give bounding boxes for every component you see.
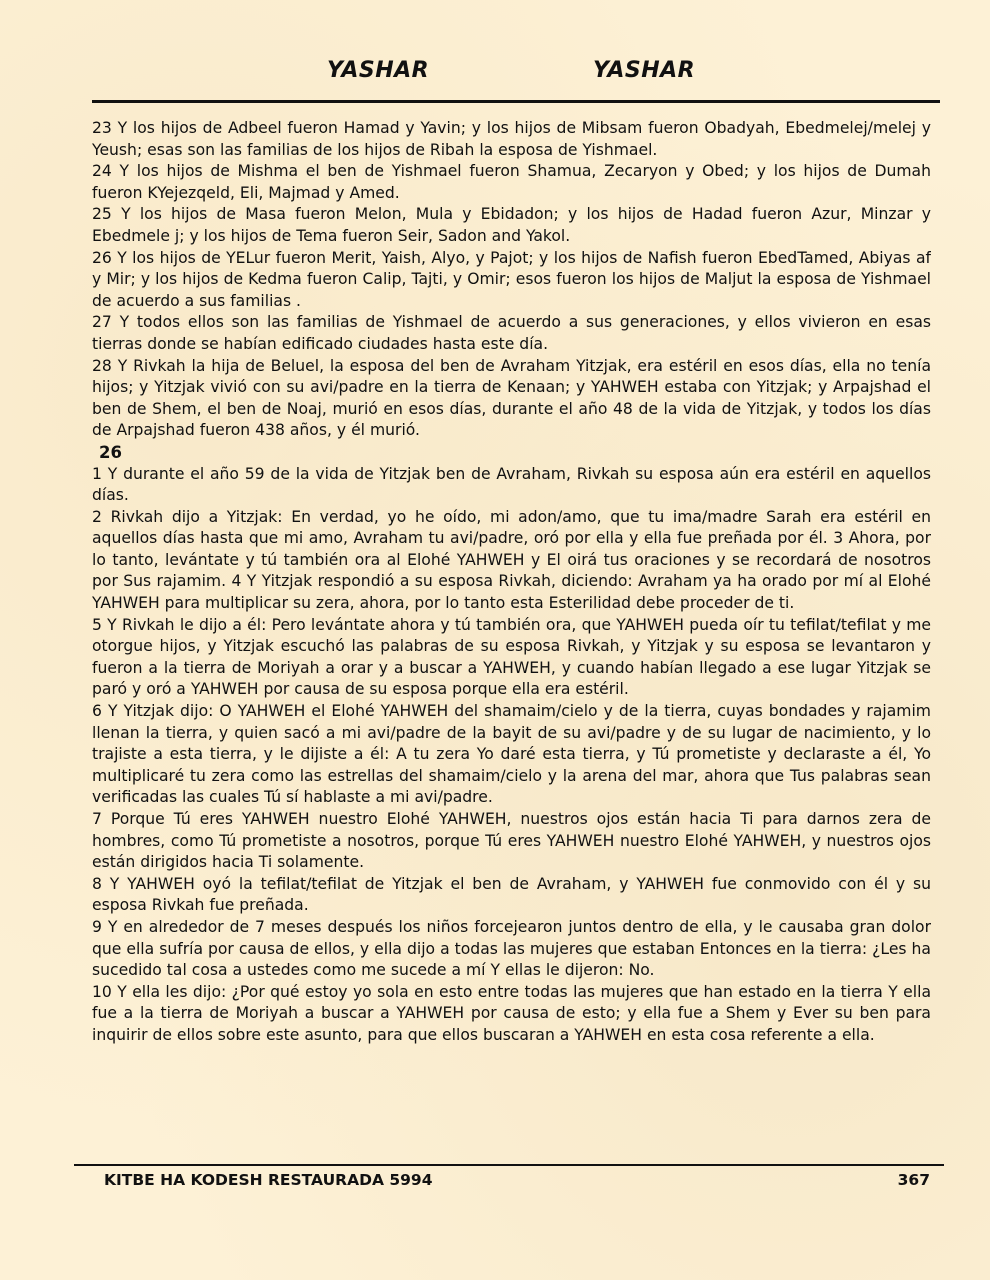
chapter-number: 26 (99, 442, 122, 462)
header-title-left: YASHAR (327, 58, 430, 83)
verse-paragraph: 26 Y los hijos de YELur fueron Merit, Yaish, Alyo, y Pajot; y los hijos de Nafish fueron EbedTamed, Abiyas af y Mir; y los hijos de Kedma fueron Calip, Tajti, y Omir; esos fueron los hijos de Maljut la esposa de Yishmael de acuerdo a sus familias . (92, 248, 931, 310)
footer-book-title: KITBE HA KODESH RESTAURADA 5994 (104, 1171, 433, 1189)
header-title-right: YASHAR (593, 58, 696, 83)
verse-paragraph: 23 Y los hijos de Adbeel fueron Hamad y Yavin; y los hijos de Mibsam fueron Obadyah, Ebedmelej/melej y Yeush; esas son las familias de los hijos de Ribah la esposa de Yishmael. (92, 119, 931, 159)
verse-paragraph: 9 Y en alrededor de 7 meses después los niños forcejearon juntos dentro de ella, y le causaba gran dolor que ella sufría por causa de ellos, y ella dijo a todas las mujeres que estaban Entonces en la tierra: ¿Les ha sucedido tal cosa a ustedes como me sucede a mí Y ellas le dijeron: No. (92, 917, 931, 980)
verse-paragraph: 6 Y Yitzjak dijo: O YAHWEH el Elohé YAHWEH del shamaim/cielo y de la tierra, cuyas bondades y rajamim llenan la tierra, y quien sacó a mi avi/padre de la bayit de su avi/padre y de su lugar de nacimiento, y lo trajiste a esta tierra, y le dijiste a él: A tu zera Yo daré esta tierra, y Tú prometiste y declaraste a él, Yo multiplicaré tu zera como las estrellas del shamaim/cielo y la arena del mar, ahora que Tus palabras sean verificadas las cuales Tú sí hablaste a mi avi/padre. (92, 702, 931, 807)
verse-paragraph: 10 Y ella les dijo: ¿Por qué estoy yo sola en esto entre todas las mujeres que han estado en la tierra Y ella fue a la tierra de Moriyah a buscar a YAHWEH por causa de esto; y ella fue a Shem y Ever su ben para inquirir de ellos sobre este asunto, para que ellos buscaran a YAHWEH en esta cosa referente a ella. (92, 982, 931, 1044)
verse-paragraph: 25 Y los hijos de Masa fueron Melon, Mula y Ebidadon; y los hijos de Hadad fueron Azur, Minzar y Ebedmele j; y los hijos de Tema fueron Seir, Sadon and Yakol. (92, 205, 931, 245)
verse-paragraph: 7 Porque Tú eres YAHWEH nuestro Elohé YAHWEH, nuestros ojos están hacia Ti para darnos zera de hombres, como Tú prometiste a nosotros, porque Tú eres YAHWEH nuestro Elohé YAHWEH, y nuestros ojos están dirigidos hacia Ti solamente. (92, 810, 931, 872)
verse-paragraph: 28 Y Rivkah la hija de Beluel, la esposa del ben de Avraham Yitzjak, era estéril en esos días, ella no tenía hijos; y Yitzjak vivió con su avi/padre en la tierra de Kenaan; y YAHWEH estaba con Yitzjak; y Arpajshad el ben de Shem, el ben de Noaj, murió en esos días, durante el año 48 de la vida de Yitzjak, y todos los días de Arpajshad fueron 438 años, y él murió. (92, 356, 931, 440)
page-footer (0, 1171, 990, 1197)
verse-paragraph: 2 Rivkah dijo a Yitzjak: En verdad, yo he oído, mi adon/amo, que tu ima/madre Sarah era estéril en aquellos días hasta que mi amo, Avraham tu avi/padre, oró por ella y ella fue preñada por él. 3 Ahora, por lo tanto, levántate y tú también ora al Elohé YAHWEH y El oirá tus oraciones y se recordará de nosotros por Sus rajamim. 4 Y Yitzjak respondió a su esposa Rivkah, diciendo: Avraham ya ha orado por mí al Elohé YAHWEH para multiplicar su zera, ahora, por lo tanto esta Esterilidad debe proceder de ti. (92, 507, 931, 613)
header-divider (92, 100, 940, 103)
footer-divider (74, 1164, 944, 1166)
page-number: 367 (897, 1171, 930, 1189)
verse-paragraph: 24 Y los hijos de Mishma el ben de Yishmael fueron Shamua, Zecaryon y Obed; y los hijos de Dumah fueron KYejezqeld, Eli, Majmad y Amed. (92, 162, 931, 202)
verse-paragraph: 5 Y Rivkah le dijo a él: Pero levántate ahora y tú también ora, que YAHWEH pueda oír tu tefilat/tefilat y me otorgue hijos, y Yitzjak escuchó las palabras de su esposa Rivkah, y Yitzjak y su esposa se levantaron y fueron a la tierra de Moriyah a orar y a buscar a YAHWEH, y cuando habían llegado a ese lugar Yitzjak se paró y oró a YAHWEH por causa de su esposa porque ella era estéril. (92, 615, 931, 699)
verse-paragraph: 8 Y YAHWEH oyó la tefilat/tefilat de Yitzjak el ben de Avraham, y YAHWEH fue conmovido con él y su esposa Rivkah fue preñada. (92, 874, 931, 915)
page-body (92, 118, 931, 1160)
verse-paragraph: 27 Y todos ellos son las familias de Yishmael de acuerdo a sus generaciones, y ellos vivieron en esas tierras donde se habían edificado ciudades hasta este día. (92, 313, 931, 353)
verse-paragraph: 1 Y durante el año 59 de la vida de Yitzjak ben de Avraham, Rivkah su esposa aún era estéril en aquellos días. (92, 464, 931, 505)
page-header (0, 58, 990, 90)
